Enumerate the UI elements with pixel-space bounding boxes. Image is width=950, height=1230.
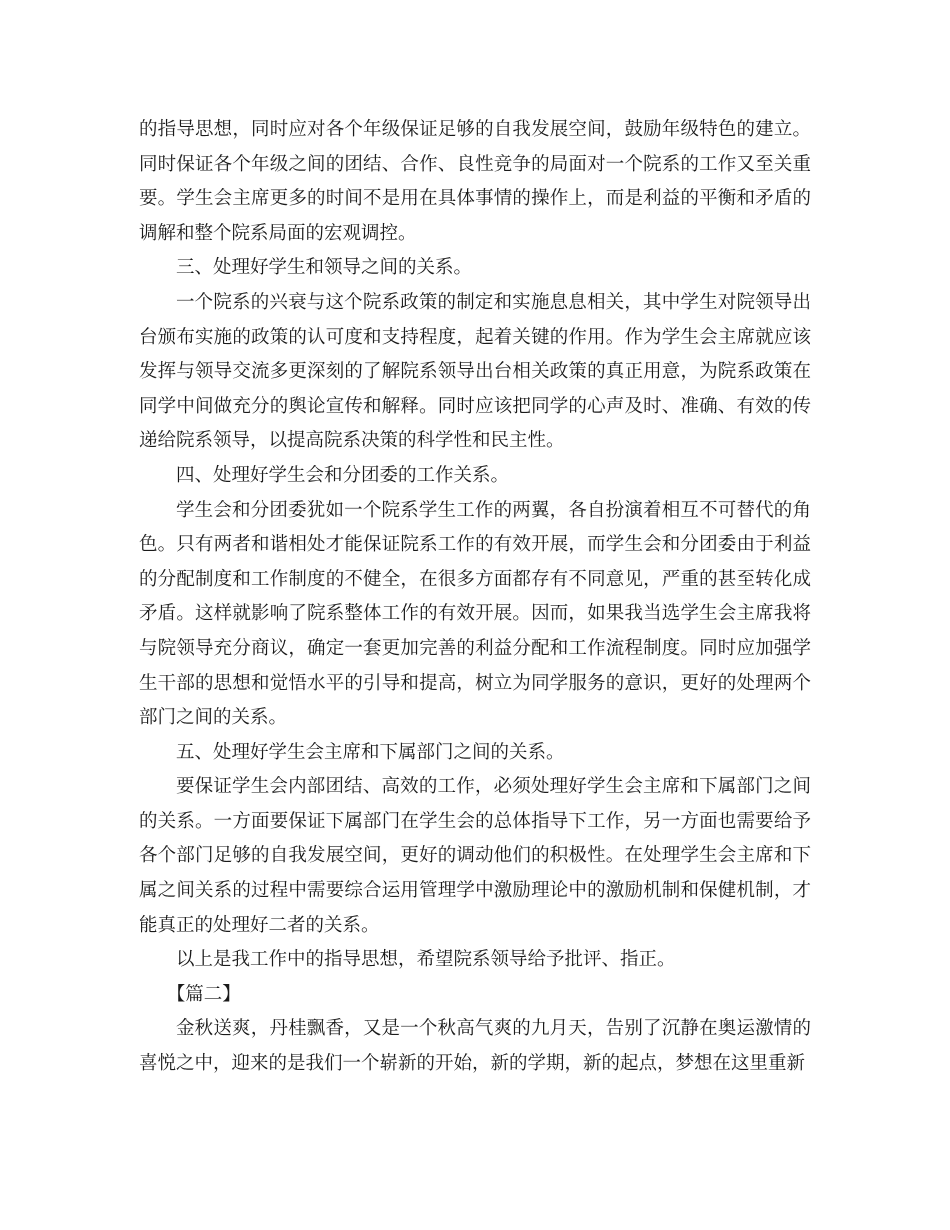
paragraph-department-relations: 要保证学生会内部团结、高效的工作，必须处理好学生会主席和下属部门之间的关系。一方面要保证下属部门在学生会的总体指导下工作，另一方面也需要给予各个部门足够的自我发展空间，更好的调动他们的积极性。在处理学生会主席和下属之间关系的过程中需要综合运用管理学中激励理论中的激励机制和保健机制，才能真正的处理好二者的关系。 [139, 776, 811, 936]
section-heading-three: 三、处理好学生和领导之间的关系。 [176, 257, 473, 279]
section-heading-four: 四、处理好学生会和分团委的工作关系。 [176, 464, 510, 486]
paragraph-union-league-relations: 学生会和分团委犹如一个院系学生工作的两翼，各自扮演着相互不可替代的角色。只有两者和谐相处才能保证院系工作的有效开展，而学生会和分团委由于利益的分配制度和工作制度的不健全，在很多方面都存有不同意见，严重的甚至转化成矛盾。这样就影响了院系整体工作的有效开展。因而，如果我当选学生会主席我将与院领导充分商议，确定一套更加完善的利益分配和工作流程制度。同时应加强学生干部的思想和觉悟水平的引导和提高，树立为同学服务的意识，更好的处理两个部门之间的关系。 [139, 499, 811, 729]
paragraph-leadership-relations: 一个院系的兴衰与这个院系政策的制定和实施息息相关，其中学生对院领导出台颁布实施的政策的认可度和支持程度，起着关键的作用。作为学生会主席就应该发挥与领导交流多更深刻的了解院系领导出台相关政策的真正用意，为院系政策在同学中间做充分的舆论宣传和解释。同时应该把同学的心声及时、准确、有效的传递给院系领导，以提高院系决策的科学性和民主性。 [139, 291, 811, 452]
part-two-tag: 【篇二】 [166, 983, 241, 1005]
section-heading-five: 五、处理好学生会主席和下属部门之间的关系。 [176, 741, 565, 763]
paragraph-closing: 以上是我工作中的指导思想，希望院系领导给予批评、指正。 [176, 949, 676, 971]
paragraph-part-two-opening: 金秋送爽，丹桂飘香，又是一个秋高气爽的九月天，告别了沉静在奥运激情的喜悦之中，迎来的是我们一个崭新的开始，新的学期，新的起点，梦想在这里重新 [139, 1018, 811, 1075]
document-body [139, 113, 811, 1082]
paragraph-continuation: 的指导思想，同时应对各个年级保证足够的自我发展空间，鼓励年级特色的建立。同时保证各个年级之间的团结、合作、良性竞争的局面对一个院系的工作又至关重要。学生会主席更多的时间不是用在具体事情的操作上，而是利益的平衡和矛盾的调解和整个院系局面的宏观调控。 [139, 119, 811, 244]
